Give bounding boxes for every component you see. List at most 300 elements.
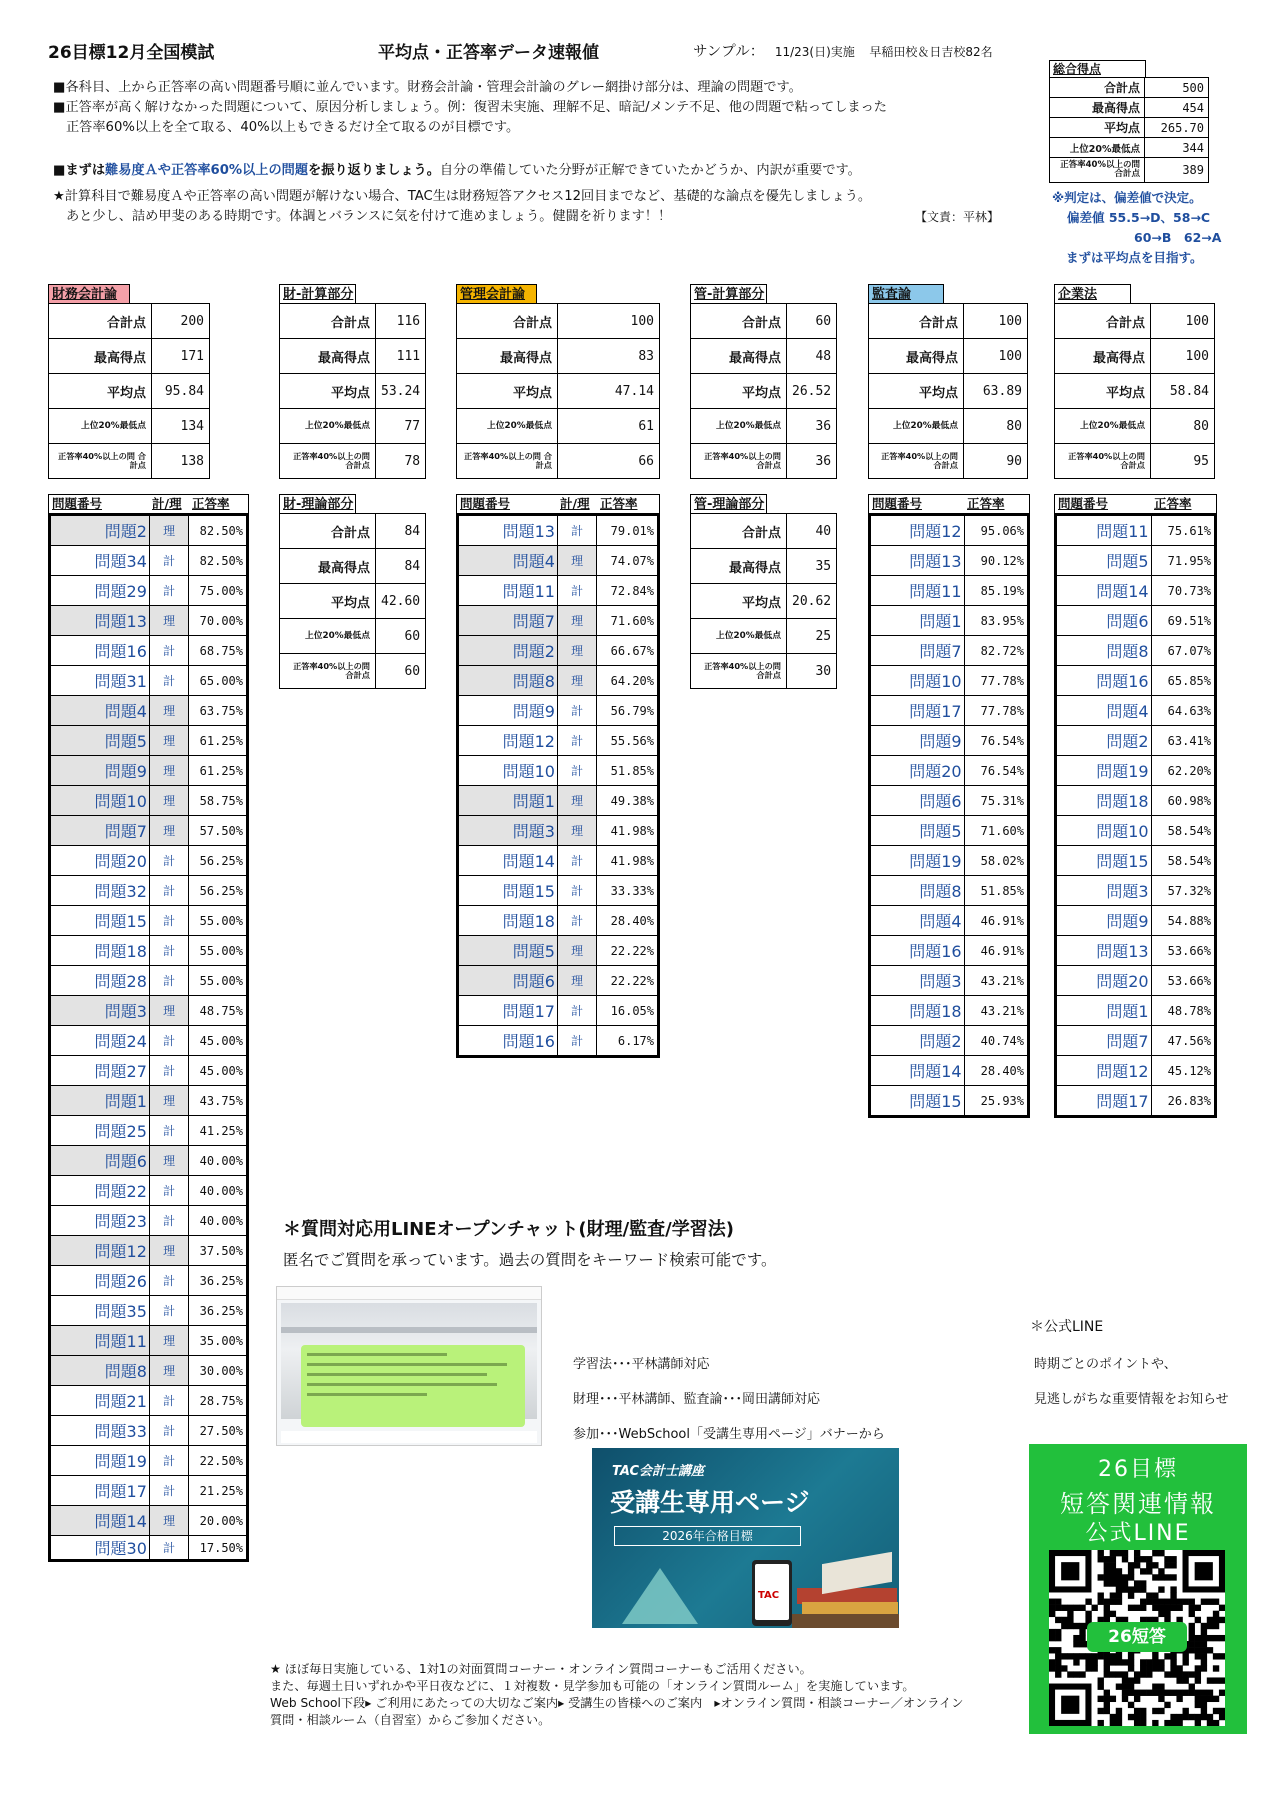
question-row bbox=[871, 606, 1028, 636]
summary-row-value: 111 bbox=[376, 339, 426, 374]
summary-row-value: 100 bbox=[964, 339, 1028, 374]
question-number: 問題10 bbox=[871, 666, 965, 696]
correct-rate: 48.75% bbox=[189, 996, 247, 1026]
total-row-value: 454 bbox=[1145, 98, 1209, 118]
correct-rate: 20.00% bbox=[189, 1506, 247, 1536]
question-type: 理 bbox=[557, 816, 596, 846]
summary-row-label: 最高得点 bbox=[280, 549, 376, 584]
question-row bbox=[459, 936, 658, 966]
question-type: 理 bbox=[149, 996, 188, 1026]
correct-rate: 68.75% bbox=[189, 636, 247, 666]
total-row-label: 平均点 bbox=[1050, 118, 1145, 138]
correct-rate: 27.50% bbox=[189, 1416, 247, 1446]
summary-row-label: 上位20%最低点 bbox=[49, 409, 152, 444]
question-number: 問題5 bbox=[1057, 546, 1152, 576]
footer-line-1: ★ ほぼ毎日実施している、1対1の対面質問コーナー・オンライン質問コーナーもご活用ください。 bbox=[270, 1662, 812, 1676]
correct-rate: 51.85% bbox=[964, 876, 1027, 906]
footer-line-2: また、毎週土日いずれかや平日夜などに、１対複数・見学参加も可能の「オンライン質問ルーム」を実施しています。 bbox=[270, 1679, 915, 1693]
question-number: 問題1 bbox=[459, 786, 558, 816]
question-type: 計 bbox=[149, 906, 188, 936]
line-chat-desc: 匿名でご質問を承っています。過去の質問をキーワード検索可能です。 bbox=[283, 1251, 777, 1269]
line-chat-title: ＊質問対応用LINEオープンチャット(財理/監査/学習法) bbox=[283, 1219, 734, 1240]
question-type: 理 bbox=[149, 696, 188, 726]
correct-rate: 71.60% bbox=[964, 816, 1027, 846]
question-row bbox=[871, 996, 1028, 1026]
question-type: 計 bbox=[149, 1266, 188, 1296]
question-number: 問題10 bbox=[1057, 816, 1152, 846]
question-number: 問題12 bbox=[51, 1236, 150, 1266]
question-number: 問題5 bbox=[459, 936, 558, 966]
question-number: 問題11 bbox=[51, 1326, 150, 1356]
summary-box-zai-keisan bbox=[279, 284, 426, 479]
question-type: 計 bbox=[149, 966, 188, 996]
question-row bbox=[1057, 516, 1215, 546]
question-type: 理 bbox=[149, 1236, 188, 1266]
question-number: 問題20 bbox=[51, 846, 150, 876]
question-number: 問題25 bbox=[51, 1116, 150, 1146]
correct-rate: 57.50% bbox=[189, 816, 247, 846]
question-row bbox=[871, 666, 1028, 696]
question-row bbox=[871, 816, 1028, 846]
official-line-banner-2: 短答関連情報 bbox=[1060, 1490, 1216, 1518]
question-row bbox=[871, 636, 1028, 666]
question-type: 計 bbox=[149, 1206, 188, 1236]
correct-rate: 28.75% bbox=[189, 1386, 247, 1416]
question-number: 問題7 bbox=[51, 816, 150, 846]
summary-row-value: 116 bbox=[376, 304, 426, 339]
question-table bbox=[50, 515, 247, 1560]
correct-rate: 71.95% bbox=[1151, 546, 1214, 576]
official-line-banner[interactable] bbox=[1029, 1444, 1247, 1734]
question-row bbox=[1057, 636, 1215, 666]
summary-title: 監査論 bbox=[868, 284, 944, 303]
rate-header: 正答率 bbox=[967, 496, 1005, 511]
summary-row-label: 最高得点 bbox=[691, 339, 787, 374]
correct-rate: 48.78% bbox=[1151, 996, 1214, 1026]
question-number: 問題18 bbox=[51, 936, 150, 966]
summary-box-zai-riron bbox=[279, 494, 426, 689]
question-type: 計 bbox=[149, 1296, 188, 1326]
correct-rate: 36.25% bbox=[189, 1266, 247, 1296]
question-number: 問題12 bbox=[1057, 1056, 1152, 1086]
summary-row-value: 48 bbox=[787, 339, 837, 374]
correct-rate: 58.02% bbox=[964, 846, 1027, 876]
q-no-header: 問題番号 bbox=[52, 496, 103, 511]
summary-row-label: 正答率40%以上の問 合計点 bbox=[457, 444, 558, 479]
question-row bbox=[1057, 786, 1215, 816]
question-number: 問題8 bbox=[459, 666, 558, 696]
q-no-header: 問題番号 bbox=[460, 496, 511, 511]
total-row-value: 500 bbox=[1145, 78, 1209, 98]
question-type: 計 bbox=[149, 1446, 188, 1476]
question-row bbox=[871, 546, 1028, 576]
question-number: 問題6 bbox=[1057, 606, 1152, 636]
question-type: 理 bbox=[557, 786, 596, 816]
question-type: 理 bbox=[149, 1086, 188, 1116]
question-row bbox=[459, 516, 658, 546]
summary-row-label: 上位20%最低点 bbox=[457, 409, 558, 444]
correct-rate: 55.56% bbox=[597, 726, 658, 756]
total-row-label: 合計点 bbox=[1050, 78, 1145, 98]
question-type: 計 bbox=[149, 1386, 188, 1416]
question-number: 問題1 bbox=[51, 1086, 150, 1116]
summary-row-label: 上位20%最低点 bbox=[869, 409, 964, 444]
question-row bbox=[51, 846, 247, 876]
summary-row-value: 138 bbox=[152, 444, 210, 479]
type-header: 計/理 bbox=[152, 496, 182, 511]
summary-title: 財務会計論 bbox=[48, 284, 130, 303]
question-row bbox=[871, 696, 1028, 726]
summary-row-label: 合計点 bbox=[691, 304, 787, 339]
question-number: 問題6 bbox=[459, 966, 558, 996]
total-score-table bbox=[1049, 77, 1209, 183]
rate-header: 正答率 bbox=[192, 496, 230, 511]
question-row bbox=[459, 966, 658, 996]
summary-row-label: 正答率40%以上の問 合計点 bbox=[49, 444, 152, 479]
summary-row-value: 47.14 bbox=[558, 374, 660, 409]
correct-rate: 40.00% bbox=[189, 1176, 247, 1206]
question-type: 計 bbox=[557, 876, 596, 906]
summary-row-label: 最高得点 bbox=[1055, 339, 1151, 374]
question-type: 計 bbox=[557, 516, 596, 546]
question-number: 問題33 bbox=[51, 1416, 150, 1446]
question-row bbox=[459, 756, 658, 786]
correct-rate: 82.50% bbox=[189, 516, 247, 546]
tac-logo-text: TAC bbox=[758, 1590, 780, 1601]
question-row bbox=[871, 756, 1028, 786]
correct-rate: 40.74% bbox=[964, 1026, 1027, 1056]
summary-title: 管-理論部分 bbox=[690, 494, 767, 513]
question-number: 問題18 bbox=[1057, 786, 1152, 816]
sample-label: サンプル： bbox=[693, 44, 765, 60]
question-row bbox=[51, 606, 247, 636]
summary-row-label: 最高得点 bbox=[49, 339, 152, 374]
correct-rate: 65.85% bbox=[1151, 666, 1214, 696]
correct-rate: 54.88% bbox=[1151, 906, 1214, 936]
summary-row-value: 84 bbox=[376, 514, 426, 549]
question-number: 問題14 bbox=[871, 1056, 965, 1086]
question-row bbox=[51, 666, 247, 696]
correct-rate: 33.33% bbox=[597, 876, 658, 906]
question-row bbox=[871, 1086, 1028, 1116]
question-number: 問題15 bbox=[871, 1086, 965, 1116]
total-score-title: 総合得点 bbox=[1049, 60, 1146, 77]
summary-row-value: 100 bbox=[964, 304, 1028, 339]
correct-rate: 85.19% bbox=[964, 576, 1027, 606]
summary-box-kansa bbox=[868, 284, 1028, 479]
question-number: 問題14 bbox=[1057, 576, 1152, 606]
question-number: 問題3 bbox=[1057, 876, 1152, 906]
question-number: 問題12 bbox=[871, 516, 965, 546]
question-number: 問題15 bbox=[459, 876, 558, 906]
summary-row-label: 平均点 bbox=[691, 374, 787, 409]
summary-row-value: 61 bbox=[558, 409, 660, 444]
question-number: 問題35 bbox=[51, 1296, 150, 1326]
question-row bbox=[459, 606, 658, 636]
summary-row-value: 63.89 bbox=[964, 374, 1028, 409]
correct-rate: 45.00% bbox=[189, 1056, 247, 1086]
total-row-label: 最高得点 bbox=[1050, 98, 1145, 118]
question-row bbox=[459, 636, 658, 666]
correct-rate: 65.00% bbox=[189, 666, 247, 696]
question-number: 問題9 bbox=[459, 696, 558, 726]
correct-rate: 28.40% bbox=[964, 1056, 1027, 1086]
question-number: 問題8 bbox=[51, 1356, 150, 1386]
question-type: 計 bbox=[149, 1056, 188, 1086]
question-number: 問題18 bbox=[459, 906, 558, 936]
question-number: 問題7 bbox=[459, 606, 558, 636]
question-list-kanri bbox=[456, 494, 660, 1058]
summary-row-value: 134 bbox=[152, 409, 210, 444]
q-no-header: 問題番号 bbox=[1058, 496, 1109, 511]
correct-rate: 21.25% bbox=[189, 1476, 247, 1506]
correct-rate: 35.00% bbox=[189, 1326, 247, 1356]
question-type: 計 bbox=[557, 576, 596, 606]
question-row bbox=[1057, 546, 1215, 576]
question-row bbox=[51, 966, 247, 996]
sample-school: 早稲田校＆日吉校82名 bbox=[869, 45, 993, 59]
question-row bbox=[871, 1056, 1028, 1086]
question-row bbox=[871, 516, 1028, 546]
question-row bbox=[51, 696, 247, 726]
question-table bbox=[458, 515, 658, 1056]
summary-row-label: 合計点 bbox=[869, 304, 964, 339]
question-row bbox=[459, 546, 658, 576]
summary-row-value: 100 bbox=[1151, 304, 1215, 339]
question-type: 理 bbox=[149, 606, 188, 636]
summary-row-value: 83 bbox=[558, 339, 660, 374]
question-row bbox=[871, 966, 1028, 996]
summary-row-label: 平均点 bbox=[280, 374, 376, 409]
correct-rate: 67.07% bbox=[1151, 636, 1214, 666]
summary-row-label: 上位20%最低点 bbox=[280, 619, 376, 654]
correct-rate: 63.75% bbox=[189, 696, 247, 726]
summary-row-label: 平均点 bbox=[49, 374, 152, 409]
correct-rate: 41.25% bbox=[189, 1116, 247, 1146]
correct-rate: 95.06% bbox=[964, 516, 1027, 546]
official-line-banner-1: 26目標 bbox=[1098, 1457, 1178, 1482]
judgement-line-4: まずは平均点を目指す。 bbox=[1066, 250, 1203, 265]
total-score-box bbox=[1049, 60, 1209, 183]
total-row-value: 344 bbox=[1145, 138, 1209, 158]
correct-rate: 40.00% bbox=[189, 1206, 247, 1236]
question-table bbox=[870, 515, 1028, 1116]
type-header: 計/理 bbox=[560, 496, 590, 511]
question-number: 問題1 bbox=[1057, 996, 1152, 1026]
question-number: 問題3 bbox=[51, 996, 150, 1026]
summary-row-value: 95.84 bbox=[152, 374, 210, 409]
question-number: 問題13 bbox=[871, 546, 965, 576]
question-row bbox=[871, 1026, 1028, 1056]
question-number: 問題28 bbox=[51, 966, 150, 996]
correct-rate: 30.00% bbox=[189, 1356, 247, 1386]
question-type: 計 bbox=[557, 906, 596, 936]
question-row bbox=[51, 546, 247, 576]
question-row bbox=[51, 1506, 247, 1536]
question-type: 理 bbox=[149, 516, 188, 546]
correct-rate: 43.21% bbox=[964, 996, 1027, 1026]
correct-rate: 6.17% bbox=[597, 1026, 658, 1056]
summary-row-label: 合計点 bbox=[1055, 304, 1151, 339]
summary-box-kigyo bbox=[1054, 284, 1215, 479]
question-number: 問題27 bbox=[51, 1056, 150, 1086]
note-line-4-pre: ■まずは bbox=[53, 163, 106, 178]
question-row bbox=[51, 756, 247, 786]
correct-rate: 61.25% bbox=[189, 726, 247, 756]
official-line-desc-1: 時期ごとのポイントや、 bbox=[1034, 1357, 1177, 1372]
correct-rate: 64.63% bbox=[1151, 696, 1214, 726]
question-type: 理 bbox=[149, 1146, 188, 1176]
question-number: 問題34 bbox=[51, 546, 150, 576]
note-line-5: ★計算科目で難易度Ａや正答率の高い問題が解けない場合、TAC生は財務短答アクセス12回目までなど、基礎的な論点を優先しましょう。 bbox=[53, 189, 872, 204]
question-row bbox=[1057, 816, 1215, 846]
question-number: 問題6 bbox=[871, 786, 965, 816]
summary-row-value: 58.84 bbox=[1151, 374, 1215, 409]
summary-row-label: 最高得点 bbox=[869, 339, 964, 374]
question-type: 理 bbox=[149, 1326, 188, 1356]
question-number: 問題7 bbox=[1057, 1026, 1152, 1056]
question-row bbox=[871, 936, 1028, 966]
question-row bbox=[1057, 846, 1215, 876]
summary-table bbox=[279, 303, 426, 479]
correct-rate: 25.93% bbox=[964, 1086, 1027, 1116]
question-row bbox=[51, 1356, 247, 1386]
correct-rate: 40.00% bbox=[189, 1146, 247, 1176]
question-row bbox=[51, 1206, 247, 1236]
line-chat-item-2: 財理･･･平林講師、監査論･･･岡田講師対応 bbox=[573, 1392, 821, 1407]
summary-row-value: 77 bbox=[376, 409, 426, 444]
correct-rate: 77.78% bbox=[964, 696, 1027, 726]
question-list-kansa bbox=[868, 494, 1030, 1118]
summary-row-value: 66 bbox=[558, 444, 660, 479]
summary-table bbox=[868, 303, 1028, 479]
summary-row-value: 171 bbox=[152, 339, 210, 374]
correct-rate: 83.95% bbox=[964, 606, 1027, 636]
question-row bbox=[459, 576, 658, 606]
summary-table bbox=[456, 303, 660, 479]
summary-box-kanri bbox=[456, 284, 660, 479]
summary-row-label: 最高得点 bbox=[457, 339, 558, 374]
question-number: 問題19 bbox=[871, 846, 965, 876]
summary-row-value: 20.62 bbox=[787, 584, 837, 619]
correct-rate: 56.79% bbox=[597, 696, 658, 726]
question-row bbox=[51, 726, 247, 756]
qr-code[interactable] bbox=[1049, 1550, 1225, 1726]
question-type: 計 bbox=[557, 756, 596, 786]
correct-rate: 75.31% bbox=[964, 786, 1027, 816]
question-type: 理 bbox=[149, 756, 188, 786]
question-number: 問題19 bbox=[51, 1446, 150, 1476]
judgement-line-2: 偏差値 55.5→D、58→C bbox=[1067, 210, 1211, 225]
question-number: 問題7 bbox=[871, 636, 965, 666]
summary-row-label: 平均点 bbox=[1055, 374, 1151, 409]
summary-row-label: 上位20%最低点 bbox=[691, 409, 787, 444]
question-number: 問題19 bbox=[1057, 756, 1152, 786]
summary-row-value: 40 bbox=[787, 514, 837, 549]
summary-row-label: 上位20%最低点 bbox=[1055, 409, 1151, 444]
correct-rate: 79.01% bbox=[597, 516, 658, 546]
question-number: 問題22 bbox=[51, 1176, 150, 1206]
correct-rate: 57.32% bbox=[1151, 876, 1214, 906]
question-list-header bbox=[48, 494, 249, 513]
question-row bbox=[1057, 1056, 1215, 1086]
summary-box-kan-riron bbox=[690, 494, 837, 689]
q-no-header: 問題番号 bbox=[872, 496, 923, 511]
correct-rate: 75.00% bbox=[189, 576, 247, 606]
correct-rate: 58.54% bbox=[1151, 816, 1214, 846]
question-row bbox=[871, 906, 1028, 936]
author: 【文責：平林】 bbox=[915, 210, 1000, 224]
correct-rate: 90.12% bbox=[964, 546, 1027, 576]
question-number: 問題29 bbox=[51, 576, 150, 606]
judgement-line-1: ※判定は、偏差値で決定。 bbox=[1052, 190, 1202, 205]
correct-rate: 55.00% bbox=[189, 966, 247, 996]
question-row bbox=[51, 1236, 247, 1266]
question-row bbox=[51, 996, 247, 1026]
question-row bbox=[871, 846, 1028, 876]
correct-rate: 76.54% bbox=[964, 726, 1027, 756]
question-row bbox=[1057, 906, 1215, 936]
correct-rate: 63.41% bbox=[1151, 726, 1214, 756]
question-number: 問題2 bbox=[1057, 726, 1152, 756]
correct-rate: 43.75% bbox=[189, 1086, 247, 1116]
question-number: 問題17 bbox=[1057, 1086, 1152, 1116]
question-row bbox=[1057, 726, 1215, 756]
note-line-6: あと少し、詰め甲斐のある時期です。体調とバランスに気を付けて進めましょう。健闘を祈ります！！ bbox=[66, 209, 672, 224]
tac-student-page-banner[interactable] bbox=[592, 1448, 899, 1628]
question-list-header bbox=[1054, 494, 1217, 513]
question-row bbox=[871, 876, 1028, 906]
question-row bbox=[459, 786, 658, 816]
total-row-label: 正答率40%以上の問 合計点 bbox=[1050, 158, 1145, 183]
correct-rate: 69.51% bbox=[1151, 606, 1214, 636]
question-number: 問題9 bbox=[871, 726, 965, 756]
correct-rate: 37.50% bbox=[189, 1236, 247, 1266]
question-number: 問題10 bbox=[459, 756, 558, 786]
official-line-desc-2: 見逃しがちな重要情報をお知らせ bbox=[1034, 1392, 1229, 1407]
correct-rate: 46.91% bbox=[964, 906, 1027, 936]
summary-table bbox=[690, 303, 837, 479]
correct-rate: 45.12% bbox=[1151, 1056, 1214, 1086]
question-row bbox=[51, 936, 247, 966]
question-type: 計 bbox=[557, 996, 596, 1026]
question-type: 理 bbox=[149, 786, 188, 816]
question-row bbox=[51, 1056, 247, 1086]
correct-rate: 45.00% bbox=[189, 1026, 247, 1056]
question-row bbox=[51, 1536, 247, 1560]
question-number: 問題11 bbox=[871, 576, 965, 606]
summary-row-label: 最高得点 bbox=[691, 549, 787, 584]
question-number: 問題20 bbox=[871, 756, 965, 786]
summary-row-value: 90 bbox=[964, 444, 1028, 479]
summary-row-label: 正答率40%以上の問 合計点 bbox=[869, 444, 964, 479]
summary-row-label: 上位20%最低点 bbox=[691, 619, 787, 654]
correct-rate: 77.78% bbox=[964, 666, 1027, 696]
question-row bbox=[459, 816, 658, 846]
summary-row-value: 36 bbox=[787, 444, 837, 479]
correct-rate: 66.67% bbox=[597, 636, 658, 666]
question-number: 問題13 bbox=[459, 516, 558, 546]
question-number: 問題12 bbox=[459, 726, 558, 756]
report-title: 平均点・正答率データ速報値 bbox=[378, 43, 599, 63]
question-number: 問題24 bbox=[51, 1026, 150, 1056]
correct-rate: 56.25% bbox=[189, 846, 247, 876]
question-row bbox=[871, 726, 1028, 756]
question-number: 問題5 bbox=[871, 816, 965, 846]
question-number: 問題23 bbox=[51, 1206, 150, 1236]
correct-rate: 47.56% bbox=[1151, 1026, 1214, 1056]
summary-row-label: 上位20%最低点 bbox=[280, 409, 376, 444]
